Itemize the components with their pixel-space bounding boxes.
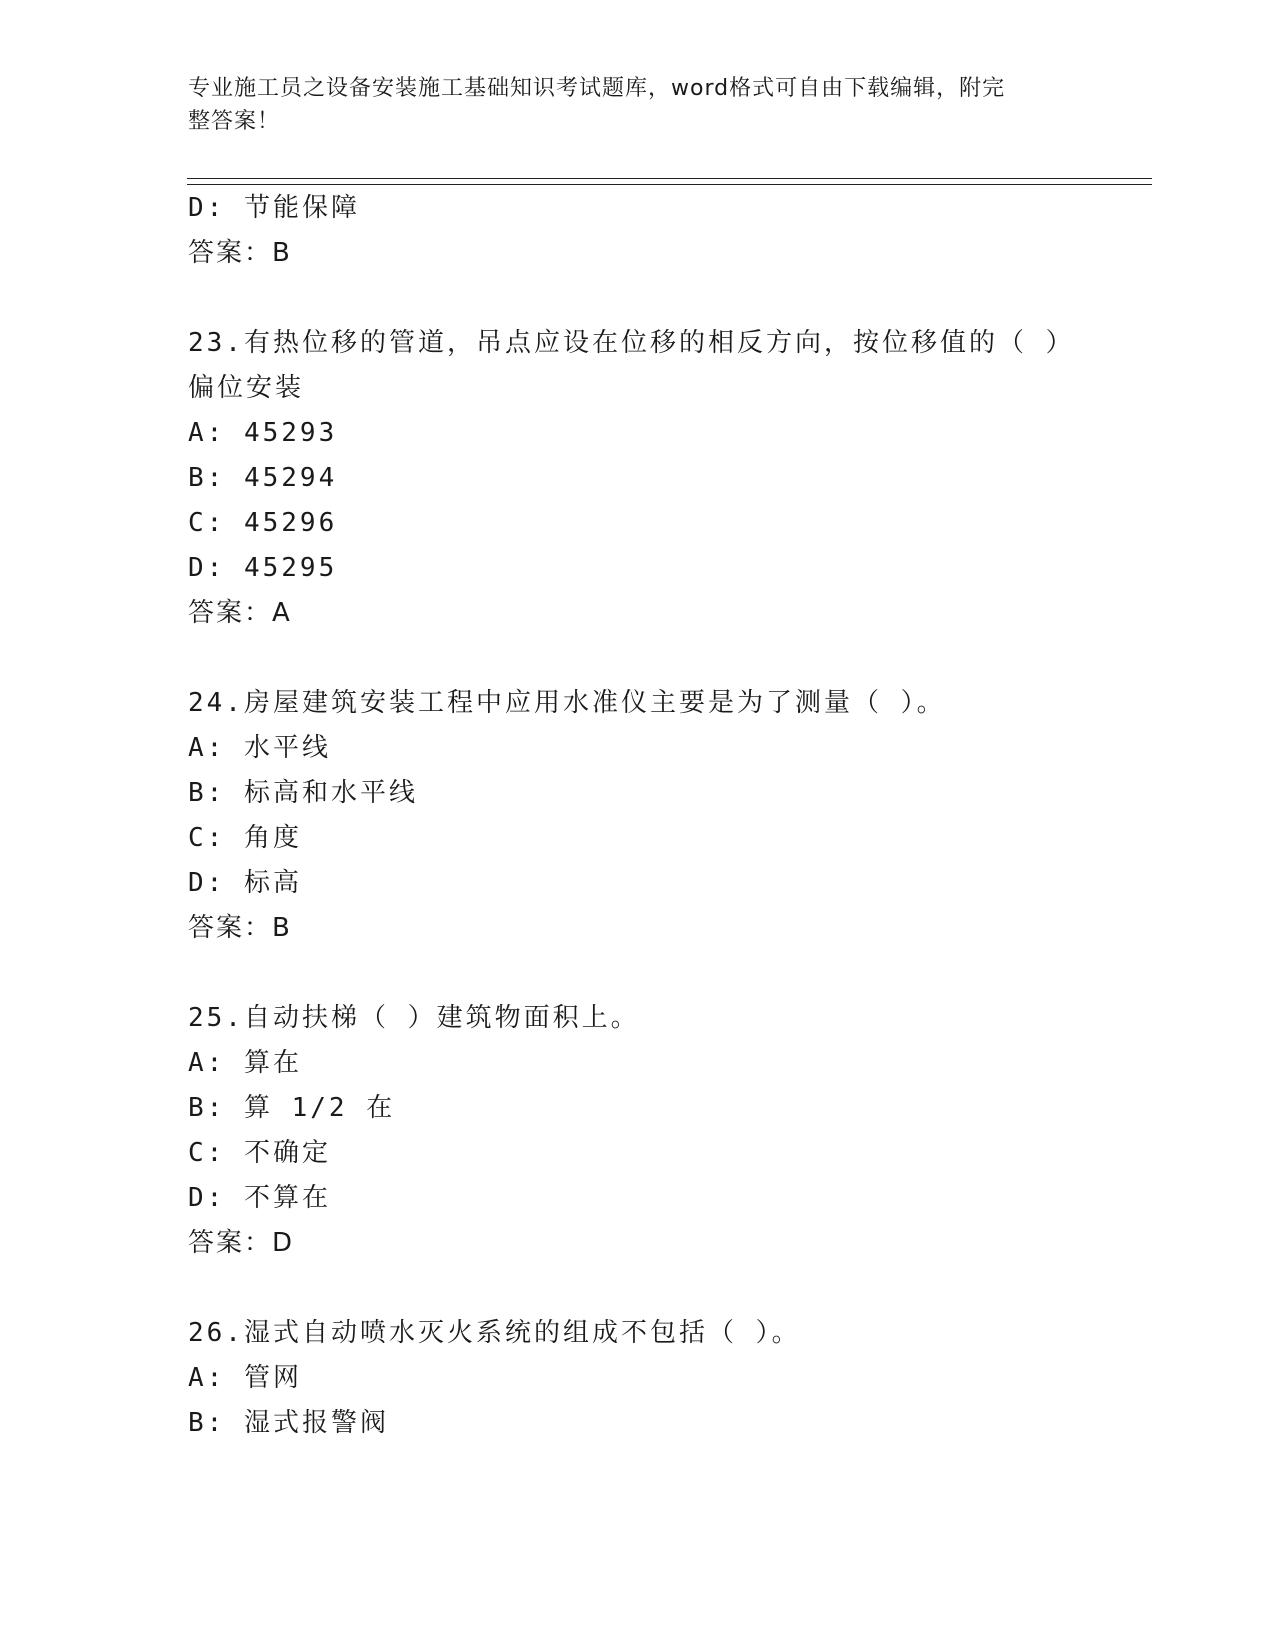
header-line-1: 专业施工员之设备安装施工基础知识考试题库，word格式可自由下载编辑，附完 — [188, 76, 1006, 101]
q24-option-d: D: 标高 — [188, 868, 302, 898]
q25-option-b: B: 算 1/2 在 — [188, 1093, 396, 1123]
q25-stem: 25.自动扶梯（ ）建筑物面积上。 — [188, 1003, 640, 1033]
q26-stem: 26.湿式自动喷水灭火系统的组成不包括（ ）。 — [188, 1318, 801, 1348]
q26-option-a: A: 管网 — [188, 1363, 302, 1393]
q24-stem: 24.房屋建筑安装工程中应用水准仪主要是为了测量（ ）。 — [188, 688, 946, 718]
header-line-2: 整答案！ — [188, 109, 281, 134]
q24-option-b: B: 标高和水平线 — [188, 778, 418, 808]
document-header — [188, 72, 1078, 138]
q24-answer: 答案：B — [188, 913, 292, 943]
q24-option-a: A: 水平线 — [188, 733, 331, 763]
q23-stem-line2: 偏位安装 — [188, 373, 305, 403]
q23-option-a: A: 45293 — [188, 418, 338, 448]
q23-option-b: B: 45294 — [188, 463, 338, 493]
q25-option-d: D: 不算在 — [188, 1183, 331, 1213]
prev-option-d: D: 节能保障 — [188, 193, 360, 223]
header-divider — [187, 178, 1152, 185]
q25-option-c: C: 不确定 — [188, 1138, 331, 1168]
q26-option-b: B: 湿式报警阀 — [188, 1408, 389, 1438]
q24-option-c: C: 角度 — [188, 823, 302, 853]
prev-answer: 答案：B — [188, 238, 292, 268]
q23-answer: 答案：A — [188, 598, 292, 628]
q23-option-d: D: 45295 — [188, 553, 338, 583]
q25-option-a: A: 算在 — [188, 1048, 302, 1078]
q23-option-c: C: 45296 — [188, 508, 338, 538]
q23-stem-line1: 23.有热位移的管道，吊点应设在位移的相反方向，按位移值的（ ） — [188, 328, 1075, 358]
q25-answer: 答案：D — [188, 1228, 295, 1258]
